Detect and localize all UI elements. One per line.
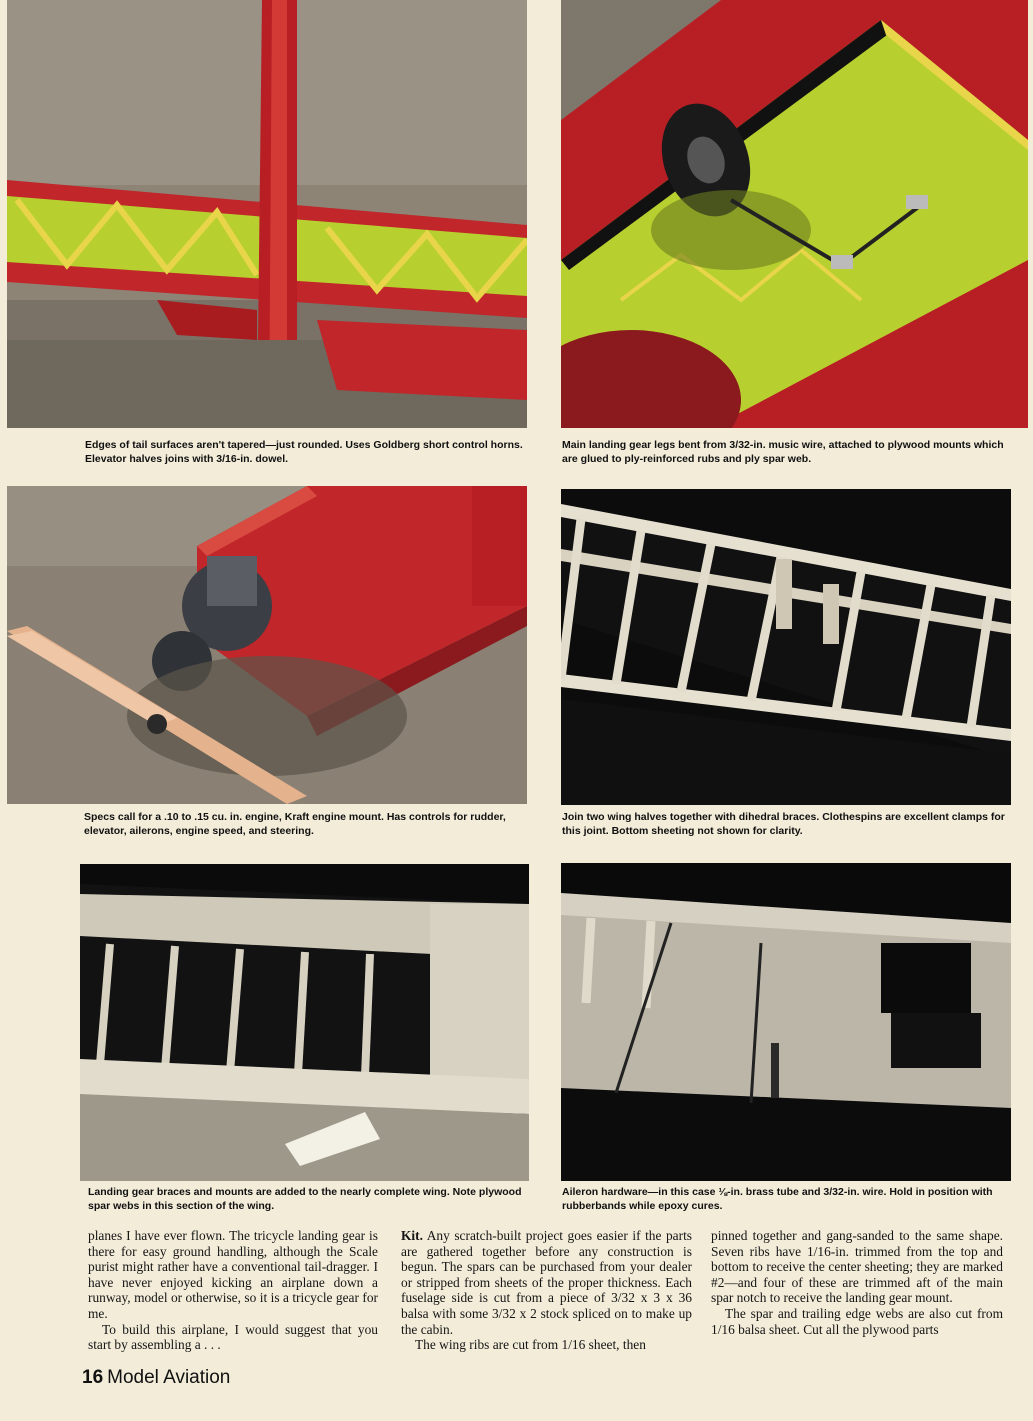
article-column-2 xyxy=(401,1228,692,1353)
article-paragraph: planes I have ever flown. The tricycle landing gear is there for easy ground handling, although the Scale purist might rather have a conventional tail-dragger. I have never enjoyed kicking an airplane down a runway, model or otherwise, so it is a tricycle gear for me. xyxy=(88,1228,378,1321)
photo-landing-gear xyxy=(561,0,1028,428)
photo-gear-braces xyxy=(80,864,529,1181)
caption-wing: Join two wing halves together with dihedral braces. Clothespins are excellent clamps for this joint. Bottom sheeting not shown for clarity. xyxy=(562,811,1005,837)
photo-wing-halves xyxy=(561,489,1011,805)
section-heading: Kit. xyxy=(401,1228,423,1243)
caption-aileron: Aileron hardware—in this case ⅛-in. brass tube and 3/32-in. wire. Hold in position with rubberbands while epoxy cures. xyxy=(562,1186,993,1212)
article-paragraph: The spar and trailing edge webs are also cut from 1/16 balsa sheet. Cut all the plywood parts xyxy=(711,1305,1003,1337)
caption-engine: Specs call for a .10 to .15 cu. in. engine, Kraft engine mount. Has controls for rudder, elevator, ailerons, engine speed, and steering. xyxy=(84,811,506,837)
caption-braces: Landing gear braces and mounts are added to the nearly complete wing. Note plywood spar webs in this section of the wing. xyxy=(88,1186,522,1212)
photo-engine xyxy=(7,486,527,804)
article-paragraph: The wing ribs are cut from 1/16 sheet, then xyxy=(415,1337,646,1353)
article-column-1 xyxy=(88,1228,378,1353)
caption-tail: Edges of tail surfaces aren't tapered—just rounded. Uses Goldberg short control horns. Elevator halves joins with 3/16-in. dowel. xyxy=(85,439,523,465)
photo-tail-surfaces xyxy=(7,0,527,428)
caption-gear: Main landing gear legs bent from 3/32-in. music wire, attached to plywood mounts which are glued to ply-reinforced rubs and ply spar web. xyxy=(562,439,1004,465)
article-paragraph: To build this airplane, I would suggest that you start by assembling a . . . xyxy=(88,1321,378,1353)
photo-aileron-hardware xyxy=(561,863,1011,1181)
article-paragraph: pinned together and gang-sanded to the same shape. Seven ribs have 1/16-in. trimmed from the top and bottom to receive the center sheeting; they are marked #2—and four of these are trimmed aft of the main spar notch to receive the landing gear mount. xyxy=(711,1228,1003,1306)
article-column-3 xyxy=(711,1228,1003,1337)
magazine-name: Model Aviation xyxy=(107,1367,231,1388)
article-text: Any scratch-built project goes easier if the parts are gathered together before any construction is begun. The spars can be purchased from your dealer or stripped from sheets of the proper thickness. Each fuselage side is cut from a piece of 3/32 x 3 x 36 balsa with some 3/32 x 2 stock spliced on to make up the cabin. xyxy=(401,1228,692,1337)
page-footer xyxy=(82,1367,230,1389)
article-paragraph xyxy=(401,1228,692,1337)
page-number: 16 xyxy=(82,1367,104,1388)
